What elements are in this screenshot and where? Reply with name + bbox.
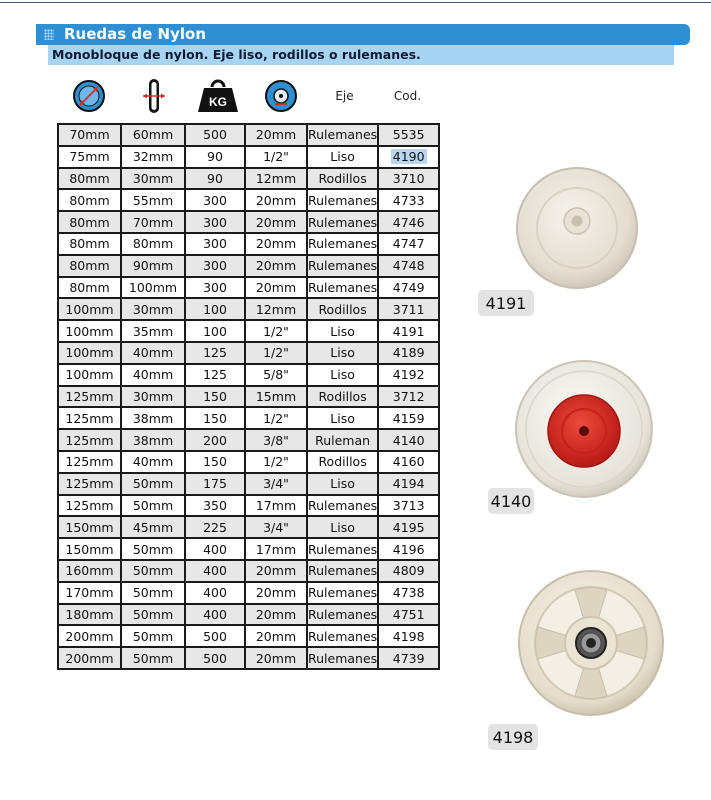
cell-diameter: 150mm bbox=[58, 516, 121, 538]
cell-width: 50mm bbox=[121, 560, 185, 582]
cell-code: 4191 bbox=[378, 320, 439, 342]
cell-axle: 15mm bbox=[245, 386, 307, 408]
cell-code: 4747 bbox=[378, 233, 439, 255]
table-row bbox=[58, 342, 439, 364]
cell-code: 5535 bbox=[378, 124, 439, 146]
cell-load: 125 bbox=[185, 364, 245, 386]
table-row bbox=[58, 255, 439, 277]
cell-diameter: 100mm bbox=[58, 320, 121, 342]
table-row bbox=[58, 168, 439, 190]
cell-width: 40mm bbox=[121, 342, 185, 364]
cell-diameter: 200mm bbox=[58, 647, 121, 669]
subtitle-bar bbox=[48, 45, 674, 65]
plain-nylon-wheel-image bbox=[512, 163, 642, 293]
cell-diameter: 100mm bbox=[58, 364, 121, 386]
cell-eje: Rulemanes bbox=[307, 233, 378, 255]
table-row bbox=[58, 647, 439, 669]
cell-eje: Rulemanes bbox=[307, 647, 378, 669]
header-width bbox=[122, 75, 186, 117]
cell-eje: Rulemanes bbox=[307, 189, 378, 211]
page-title: Ruedas de Nylon bbox=[64, 25, 207, 43]
cell-eje: Liso bbox=[307, 473, 378, 495]
cell-axle: 3/8" bbox=[245, 429, 307, 451]
cell-load: 175 bbox=[185, 473, 245, 495]
cell-diameter: 125mm bbox=[58, 386, 121, 408]
table-row bbox=[58, 320, 439, 342]
product-label-4198: 4198 bbox=[488, 724, 538, 750]
cell-width: 50mm bbox=[121, 625, 185, 647]
cell-eje: Rulemanes bbox=[307, 560, 378, 582]
cell-axle: 17mm bbox=[245, 538, 307, 560]
header-diameter bbox=[57, 75, 120, 117]
table-row bbox=[58, 604, 439, 626]
wheels-table-body bbox=[58, 124, 439, 669]
cell-load: 150 bbox=[185, 386, 245, 408]
cell-axle: 20mm bbox=[245, 560, 307, 582]
cell-eje: Rulemanes bbox=[307, 604, 378, 626]
cell-code: 4194 bbox=[378, 473, 439, 495]
cell-eje: Rulemanes bbox=[307, 582, 378, 604]
cell-eje: Rodillos bbox=[307, 168, 378, 190]
product-label-4140: 4140 bbox=[488, 488, 534, 514]
cell-axle: 20mm bbox=[245, 604, 307, 626]
cell-code: 4159 bbox=[378, 407, 439, 429]
cell-diameter: 80mm bbox=[58, 255, 121, 277]
cell-width: 60mm bbox=[121, 124, 185, 146]
cell-eje: Liso bbox=[307, 342, 378, 364]
cell-axle: 20mm bbox=[245, 582, 307, 604]
cell-diameter: 125mm bbox=[58, 473, 121, 495]
cell-width: 30mm bbox=[121, 386, 185, 408]
header-eje-label: Eje bbox=[335, 89, 354, 103]
cell-width: 70mm bbox=[121, 211, 185, 233]
table-row bbox=[58, 124, 439, 146]
cell-code: 4160 bbox=[378, 451, 439, 473]
cell-eje: Liso bbox=[307, 364, 378, 386]
cell-diameter: 80mm bbox=[58, 233, 121, 255]
nylon-wheel-ball-bearing-image bbox=[516, 568, 666, 718]
cell-load: 100 bbox=[185, 298, 245, 320]
cell-load: 400 bbox=[185, 538, 245, 560]
weight-icon bbox=[196, 78, 240, 114]
header-eje bbox=[313, 75, 376, 117]
cell-code: 3710 bbox=[378, 168, 439, 190]
cell-width: 50mm bbox=[121, 604, 185, 626]
cell-load: 400 bbox=[185, 604, 245, 626]
cell-axle: 20mm bbox=[245, 189, 307, 211]
wheel-diameter-icon bbox=[72, 79, 106, 113]
cell-load: 225 bbox=[185, 516, 245, 538]
table-row bbox=[58, 146, 439, 168]
wheel-width-icon bbox=[141, 76, 167, 116]
cell-load: 90 bbox=[185, 168, 245, 190]
cell-code: 3712 bbox=[378, 386, 439, 408]
cell-width: 40mm bbox=[121, 451, 185, 473]
cell-axle: 20mm bbox=[245, 625, 307, 647]
cell-diameter: 160mm bbox=[58, 560, 121, 582]
cell-code: 4748 bbox=[378, 255, 439, 277]
cell-eje: Rulemanes bbox=[307, 625, 378, 647]
cell-axle: 3/4" bbox=[245, 473, 307, 495]
cell-code: 3713 bbox=[378, 495, 439, 517]
cell-width: 40mm bbox=[121, 364, 185, 386]
table-row bbox=[58, 233, 439, 255]
table-row bbox=[58, 625, 439, 647]
cell-eje: Rodillos bbox=[307, 298, 378, 320]
table-row bbox=[58, 451, 439, 473]
cell-code: 4198 bbox=[378, 625, 439, 647]
cell-width: 50mm bbox=[121, 582, 185, 604]
cell-eje: Liso bbox=[307, 320, 378, 342]
cell-width: 32mm bbox=[121, 146, 185, 168]
cell-diameter: 100mm bbox=[58, 342, 121, 364]
title-bar bbox=[36, 24, 690, 45]
cell-load: 300 bbox=[185, 255, 245, 277]
cell-code: 4739 bbox=[378, 647, 439, 669]
table-row bbox=[58, 189, 439, 211]
cell-diameter: 150mm bbox=[58, 538, 121, 560]
cell-width: 38mm bbox=[121, 429, 185, 451]
cell-axle: 1/2" bbox=[245, 320, 307, 342]
cell-diameter: 125mm bbox=[58, 429, 121, 451]
cell-eje: Rodillos bbox=[307, 451, 378, 473]
table-row bbox=[58, 560, 439, 582]
cell-code: 4140 bbox=[378, 429, 439, 451]
cell-axle: 5/8" bbox=[245, 364, 307, 386]
cell-diameter: 125mm bbox=[58, 451, 121, 473]
table-row bbox=[58, 211, 439, 233]
cell-code: 4746 bbox=[378, 211, 439, 233]
product-label-4191: 4191 bbox=[478, 290, 534, 316]
cell-axle: 12mm bbox=[245, 298, 307, 320]
cell-width: 55mm bbox=[121, 189, 185, 211]
cell-code: 4749 bbox=[378, 277, 439, 299]
cell-load: 100 bbox=[185, 320, 245, 342]
cell-axle: 20mm bbox=[245, 233, 307, 255]
cell-code bbox=[378, 146, 439, 168]
cell-diameter: 80mm bbox=[58, 277, 121, 299]
cell-width: 35mm bbox=[121, 320, 185, 342]
cell-width: 80mm bbox=[121, 233, 185, 255]
cell-diameter: 70mm bbox=[58, 124, 121, 146]
cell-code: 4733 bbox=[378, 189, 439, 211]
cell-code: 4195 bbox=[378, 516, 439, 538]
cell-width: 45mm bbox=[121, 516, 185, 538]
table-row bbox=[58, 386, 439, 408]
cell-load: 400 bbox=[185, 582, 245, 604]
cell-axle: 1/2" bbox=[245, 146, 307, 168]
table-row bbox=[58, 277, 439, 299]
cell-load: 350 bbox=[185, 495, 245, 517]
cell-axle: 20mm bbox=[245, 277, 307, 299]
cell-load: 500 bbox=[185, 124, 245, 146]
cell-code: 4809 bbox=[378, 560, 439, 582]
cell-axle: 12mm bbox=[245, 168, 307, 190]
cell-load: 300 bbox=[185, 233, 245, 255]
cell-load: 200 bbox=[185, 429, 245, 451]
highlighted-code: 4190 bbox=[392, 149, 425, 165]
cell-axle: 20mm bbox=[245, 255, 307, 277]
cell-eje: Ruleman bbox=[307, 429, 378, 451]
cell-code: 4738 bbox=[378, 582, 439, 604]
cell-eje: Rulemanes bbox=[307, 255, 378, 277]
cell-load: 300 bbox=[185, 189, 245, 211]
cell-diameter: 125mm bbox=[58, 495, 121, 517]
cell-axle: 20mm bbox=[245, 647, 307, 669]
cell-axle: 1/2" bbox=[245, 342, 307, 364]
cell-code: 4751 bbox=[378, 604, 439, 626]
cell-eje: Rulemanes bbox=[307, 211, 378, 233]
table-row bbox=[58, 538, 439, 560]
cell-axle: 20mm bbox=[245, 124, 307, 146]
cell-width: 50mm bbox=[121, 495, 185, 517]
cell-load: 90 bbox=[185, 146, 245, 168]
cell-width: 100mm bbox=[121, 277, 185, 299]
cell-eje: Rulemanes bbox=[307, 538, 378, 560]
cell-load: 150 bbox=[185, 451, 245, 473]
cell-width: 50mm bbox=[121, 647, 185, 669]
cell-eje: Liso bbox=[307, 516, 378, 538]
cell-eje: Liso bbox=[307, 146, 378, 168]
cell-eje: Rulemanes bbox=[307, 124, 378, 146]
cell-code: 4189 bbox=[378, 342, 439, 364]
wheels-table bbox=[57, 123, 440, 670]
cell-load: 300 bbox=[185, 211, 245, 233]
cell-diameter: 125mm bbox=[58, 407, 121, 429]
cell-diameter: 80mm bbox=[58, 211, 121, 233]
cell-diameter: 180mm bbox=[58, 604, 121, 626]
cell-width: 38mm bbox=[121, 407, 185, 429]
header-cod bbox=[377, 75, 438, 117]
table-row bbox=[58, 495, 439, 517]
cell-eje: Liso bbox=[307, 407, 378, 429]
cell-load: 500 bbox=[185, 647, 245, 669]
cell-load: 150 bbox=[185, 407, 245, 429]
header-load bbox=[188, 75, 248, 117]
table-row bbox=[58, 429, 439, 451]
header-axle bbox=[250, 75, 312, 117]
nylon-wheel-red-hub-image bbox=[512, 357, 656, 501]
cell-code: 4192 bbox=[378, 364, 439, 386]
cell-width: 30mm bbox=[121, 168, 185, 190]
cell-diameter: 200mm bbox=[58, 625, 121, 647]
cell-code: 3711 bbox=[378, 298, 439, 320]
cell-axle: 17mm bbox=[245, 495, 307, 517]
cell-width: 90mm bbox=[121, 255, 185, 277]
cell-load: 400 bbox=[185, 560, 245, 582]
table-row bbox=[58, 516, 439, 538]
cell-load: 125 bbox=[185, 342, 245, 364]
grip-icon bbox=[44, 29, 54, 40]
cell-eje: Rodillos bbox=[307, 386, 378, 408]
cell-axle: 3/4" bbox=[245, 516, 307, 538]
cell-diameter: 80mm bbox=[58, 168, 121, 190]
kg-label: KG bbox=[209, 95, 227, 109]
table-row bbox=[58, 407, 439, 429]
table-row bbox=[58, 582, 439, 604]
table-row bbox=[58, 473, 439, 495]
cell-code: 4196 bbox=[378, 538, 439, 560]
cell-diameter: 100mm bbox=[58, 298, 121, 320]
cell-diameter: 80mm bbox=[58, 189, 121, 211]
top-rule bbox=[0, 2, 711, 3]
page-subtitle: Monobloque de nylon. Eje liso, rodillos o rulemanes. bbox=[52, 47, 421, 62]
cell-eje: Rulemanes bbox=[307, 495, 378, 517]
cell-load: 500 bbox=[185, 625, 245, 647]
cell-axle: 1/2" bbox=[245, 407, 307, 429]
header-cod-label: Cod. bbox=[393, 89, 422, 103]
axle-diameter-icon bbox=[264, 79, 298, 113]
table-row bbox=[58, 298, 439, 320]
cell-width: 30mm bbox=[121, 298, 185, 320]
cell-width: 50mm bbox=[121, 473, 185, 495]
cell-axle: 1/2" bbox=[245, 451, 307, 473]
cell-load: 300 bbox=[185, 277, 245, 299]
cell-eje: Rulemanes bbox=[307, 277, 378, 299]
cell-width: 50mm bbox=[121, 538, 185, 560]
cell-diameter: 170mm bbox=[58, 582, 121, 604]
cell-axle: 20mm bbox=[245, 211, 307, 233]
table-row bbox=[58, 364, 439, 386]
cell-diameter: 75mm bbox=[58, 146, 121, 168]
